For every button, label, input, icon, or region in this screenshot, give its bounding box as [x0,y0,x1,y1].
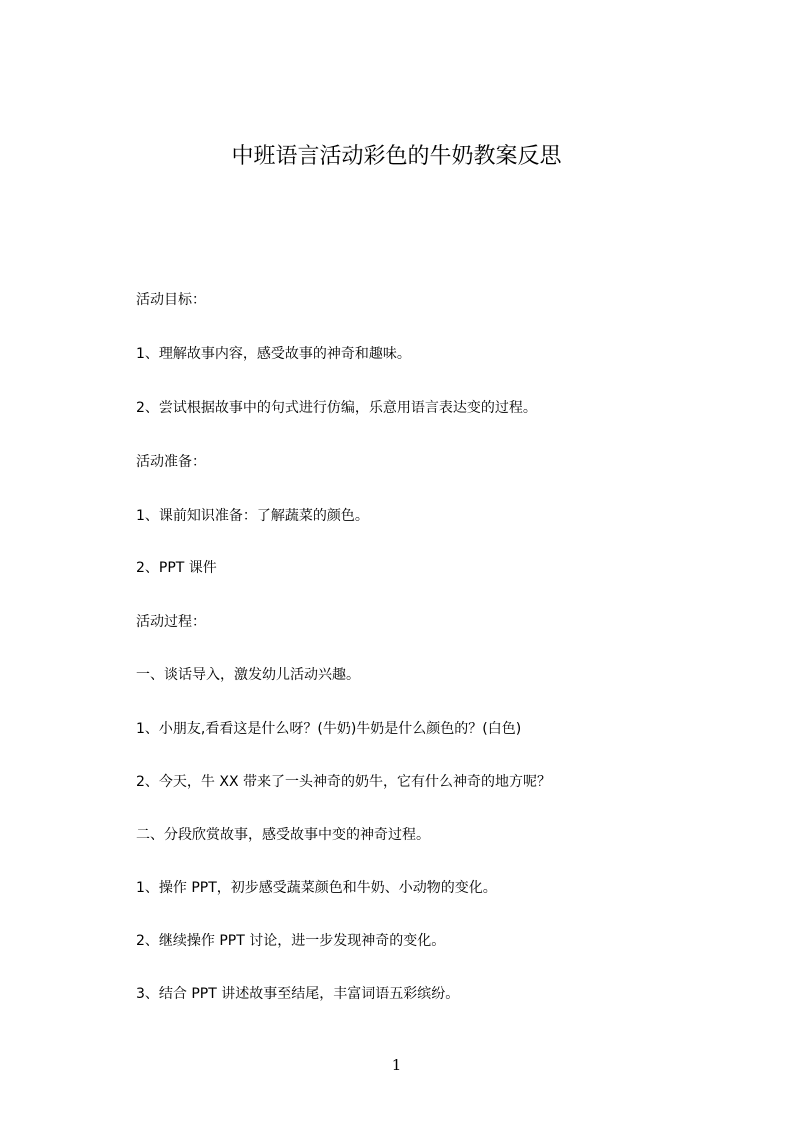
page-number: 1 [391,1056,402,1074]
paragraph-line: 一、谈话导入，激发幼儿活动兴趣。 [136,667,360,683]
paragraph-line: 1、课前知识准备：了解蔬菜的颜色。 [136,508,369,524]
section-heading-preparation: 活动准备： [136,454,206,470]
paragraph-line: 1、操作 PPT，初步感受蔬菜颜色和牛奶、小动物的变化。 [136,880,497,896]
paragraph-line: 2、PPT 课件 [136,560,217,576]
paragraph-line: 二、分段欣赏故事，感受故事中变的神奇过程。 [136,827,430,843]
section-heading-process: 活动过程： [136,614,206,630]
paragraph-line: 2、今天，牛 XX 带来了一头神奇的奶牛，它有什么神奇的地方呢？ [136,774,551,790]
paragraph-line: 2、继续操作 PPT 讨论，进一步发现神奇的变化。 [136,933,446,949]
section-heading-goals: 活动目标： [136,292,206,308]
paragraph-line: 2、尝试根据故事中的句式进行仿编，乐意用语言表达变的过程。 [136,400,537,416]
paragraph-line: 1、小朋友,看看这是什么呀？(牛奶)牛奶是什么颜色的？(白色) [136,721,522,737]
document-title: 中班语言活动彩色的牛奶教案反思 [231,144,562,169]
paragraph-line: 1、理解故事内容，感受故事的神奇和趣味。 [136,346,411,362]
paragraph-line: 3、结合 PPT 讲述故事至结尾，丰富词语五彩缤纷。 [136,986,460,1002]
